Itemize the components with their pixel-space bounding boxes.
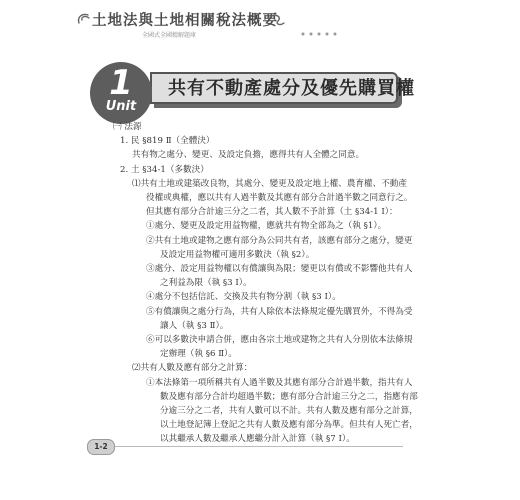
body-text-line: ⑥可以多數決申請合併，應由各宗土地或建物之共有人分別依本法條規 bbox=[146, 335, 413, 345]
body-text-line: 役權或典權，應以共有人過半數及其應有部分合計過半數之同意行之。 bbox=[146, 193, 413, 203]
body-text-line: ⑤有償讓與之處分行為，共有人除依本法條規定優先購買外，不得為受 bbox=[146, 306, 413, 317]
chapter-title: 共有不動產處分及優先購買權 bbox=[168, 78, 415, 99]
swirl-decoration-icon bbox=[76, 11, 92, 25]
body-text-line: 數及應有部分合計均超過半數；應有部分合計逾三分之二，指應有部 bbox=[160, 391, 418, 402]
body-text-line: 讓人（執 §3 Ⅱ）。 bbox=[160, 320, 229, 331]
unit-number: 1 bbox=[109, 63, 133, 103]
dots-decoration-icon bbox=[300, 31, 340, 37]
body-text-line: ③處分、設定用益物權以有償讓與為限；變更以有償或不影響他共有人 bbox=[146, 264, 413, 274]
body-text-line: 但其應有部分合計逾三分之二者，其人數不予計算（土 §34-1 Ⅰ）： bbox=[146, 207, 398, 218]
body-text-line: ⑵共有人數及應有部分之計算： bbox=[132, 363, 253, 374]
body-text-line: 以其繼承人數及繼承人應繼分計入計算（執 §7 Ⅰ）。 bbox=[160, 434, 355, 445]
swirl-decoration-icon bbox=[268, 13, 286, 27]
body-text-line: ⑴共有土地或建築改良物，其處分、變更及設定地上權、農育權、不動產 bbox=[132, 178, 408, 189]
unit-badge bbox=[90, 62, 152, 124]
footer-rule bbox=[113, 446, 403, 447]
body-text-line: 2. 土 §34-1（多數決） bbox=[120, 164, 209, 175]
book-title: 土地法與土地相關稅法概要 bbox=[92, 13, 278, 29]
body-text-line: 以土地登記簿上登記之共有人數及應有部分為準。但共有人死亡者， bbox=[160, 420, 418, 431]
body-text-line: 定辦理（執 §6 Ⅱ）。 bbox=[160, 349, 237, 360]
body-text-line: 共有物之處分、變更、及設定負擔，應得共有人全體之同意。 bbox=[132, 150, 365, 161]
body-text-line: ④處分不包括信託、交換及共有物分割（執 §3 Ⅰ）。 bbox=[146, 292, 341, 303]
body-text-line: 及設定用益物權可適用多數決（執 §2）。 bbox=[160, 249, 315, 260]
body-text-line: 1. 民 §819 Ⅱ（全體決） bbox=[120, 136, 215, 147]
page-number: 1-2 bbox=[87, 439, 115, 455]
body-text-line: 分逾三分之二者，共有人數可以不計。共有人數及應有部分之計算， bbox=[160, 406, 418, 416]
unit-label: Unit bbox=[105, 99, 137, 114]
chapter-title-bar bbox=[150, 72, 415, 104]
body-text-line: 之利益為限（執 §3 Ⅰ）。 bbox=[160, 278, 252, 289]
body-text-line: ①處分、變更及設定用益物權，應就共有物全部為之（執 §1）。 bbox=[146, 221, 387, 232]
book-subtitle: 全國式全國精解題庫 bbox=[142, 32, 197, 39]
body-text-line: ①本法條第一項所稱共有人過半數及其應有部分合計過半數，指共有人 bbox=[146, 377, 413, 388]
body-text-line: ②共有土地或建物之應有部分為公同共有者，該應有部分之處分，變更 bbox=[146, 235, 413, 246]
section-heading: ㈠ 法源 bbox=[113, 122, 142, 132]
